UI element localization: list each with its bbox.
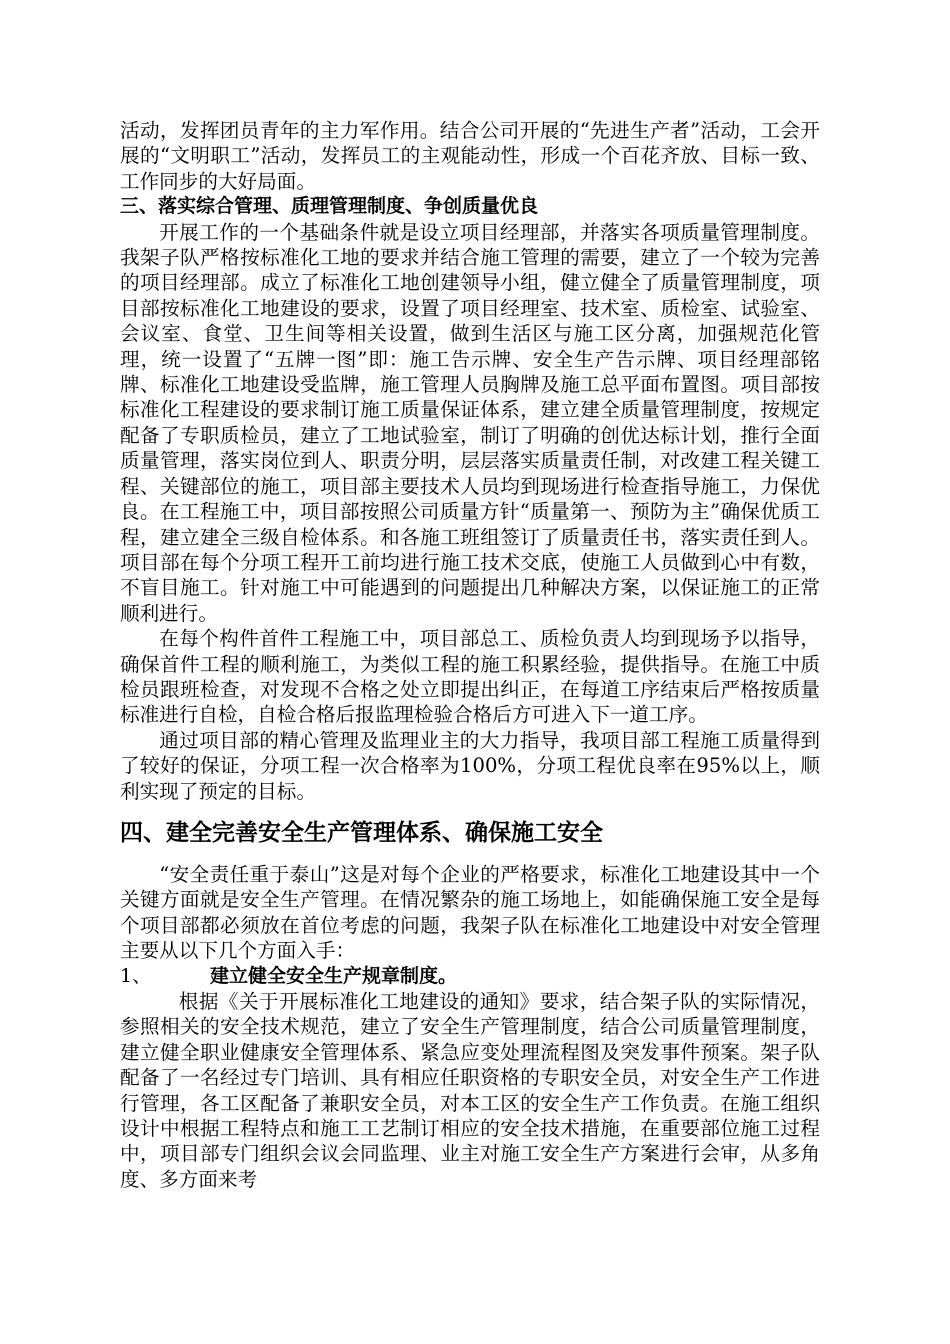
section-heading-4: 四、建全完善安全生产管理体系、确保施工安全 [120, 819, 603, 846]
paragraph-3-3: 通过项目部的精心管理及监理业主的大力指导，我项目部工程施工质量得到了较好的保证，分项工程一次合格率为100%，分项工程优良率在95%以上，顺利实现了预定的目标。 [120, 728, 820, 803]
list-heading-1 [120, 964, 820, 989]
paragraph-3-2: 在每个构件首件工程施工中，项目部总工、质检负责人均到现场予以指导，确保首件工程的顺利施工，为类似工程的施工积累经验，提供指导。在施工中质检员跟班检查，对发现不合格之处立即提出纠正，在每道工序结束后严格按质量标准进行自检，自检合格后报监理检验合格后方可进入下一道工序。 [120, 627, 820, 727]
paragraph-4-1: “安全责任重于泰山”这是对每个企业的严格要求，标准化工地建设其中一个关键方面就是安全生产管理。在情况繁杂的施工场地上，如能确保施工安全是每个项目部都必须放在首位考虑的问题，我架子队在标准化工地建设中对安全管理主要从以下几个方面入手： [120, 862, 820, 963]
document-page [120, 118, 820, 1192]
paragraph-4-2: 根据《关于开展标准化工地建设的通知》要求，结合架子队的实际情况，参照相关的安全技术规范，建立了安全生产管理制度，结合公司质量管理制度，建立健全职业健康安全管理体系、紧急应变处理流程图及突发事件预案。架子队配备了一名经过专门培训、具有相应任职资格的专职安全员，对安全生产工作进行管理，各工区配备了兼职安全员，对本工区的安全生产工作负责。在施工组织设计中根据工程特点和施工工艺制订相应的安全技术措施，在重要部位施工过程中，项目部专门组织会议会同监理、业主对施工安全生产方案进行会审，从多角度、多方面来考 [120, 990, 820, 1191]
list-title: 建立健全安全生产规章制度。 [210, 964, 458, 987]
list-number: 1、 [120, 964, 152, 987]
section-heading-3: 三、落实综合管理、质理管理制度、争创质量优良 [120, 195, 539, 218]
paragraph-intro: 活动，发挥团员青年的主力军作用。结合公司开展的“先进生产者”活动，工会开展的“文明职工”活动，发挥员工的主观能动性，形成一个百花齐放、目标一致、工作同步的大好局面。 [120, 119, 820, 193]
paragraph-3-1: 开展工作的一个基础条件就是设立项目经理部，并落实各项质量管理制度。我架子队严格按标准化工地的要求并结合施工管理的需要，建立了一个较为完善的项目经理部。成立了标准化工地创建领导小组，健立健全了质量管理制度，项目部按标准化工地建设的要求，设置了项目经理室、技术室、质检室、试验室、会议室、食堂、卫生间等相关设置，做到生活区与施工区分离，加强规范化管理，统一设置了“五牌一图”即：施工告示牌、安全生产告示牌、项目经理部铭牌、标准化工地建设受监牌，施工管理人员胸牌及施工总平面布置图。项目部按标准化工程建设的要求制订施工质量保证体系，建立建全质量管理制度，按规定配备了专职质检员，建立了工地试验室，制订了明确的创优达标计划，推行全面质量管理，落实岗位到人、职责分明，层层落实质量责任制，对改建工程关键工程、关键部位的施工，项目部主要技术人员均到现场进行检查指导施工，力保优良。在工程施工中，项目部按照公司质量方针“质量第一、预防为主”确保优质工程，建立建全三级自检体系。和各施工班组签订了质量责任书，落实责任到人。项目部在每个分项工程开工前均进行施工技术交底，使施工人员做到心中有数，不盲目施工。针对施工中可能遇到的问题提出几种解决方案，以保证施工的正常顺利进行。 [120, 220, 820, 625]
